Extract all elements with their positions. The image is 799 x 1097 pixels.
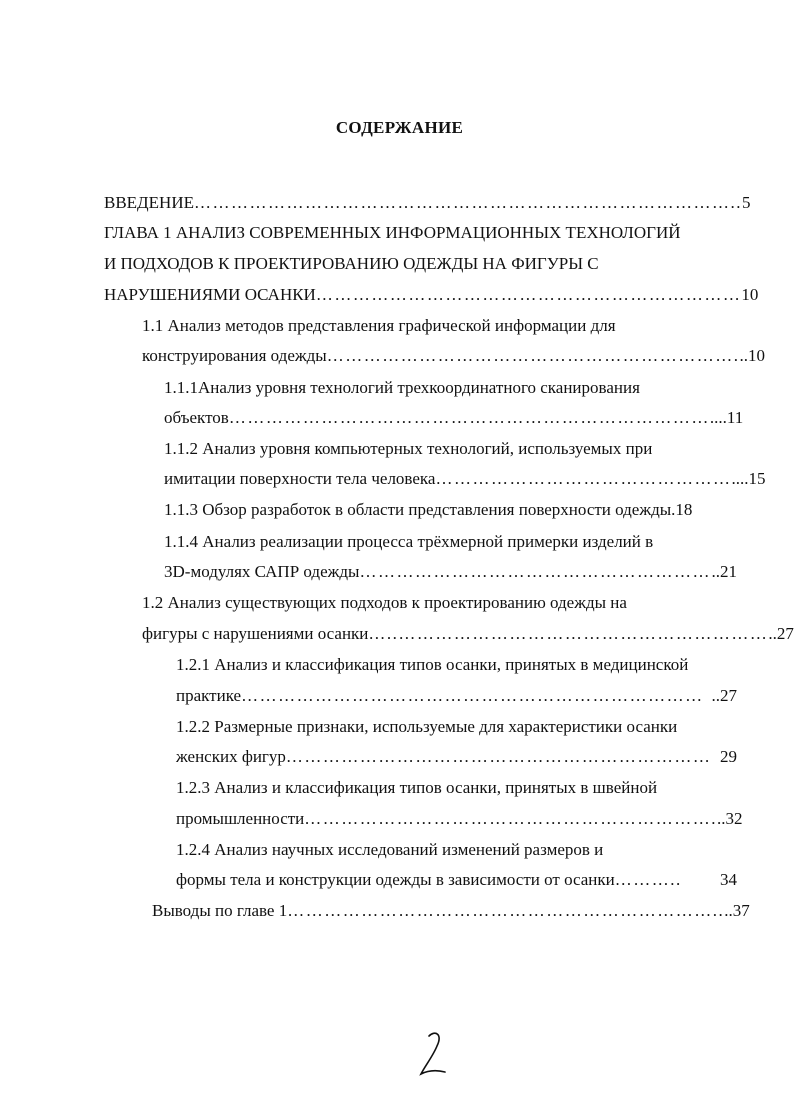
toc-chapter-1-line-1: ГЛАВА 1 АНАЛИЗ СОВРЕМЕННЫХ ИНФОРМАЦИОННЫХ ТЕХНОЛОГИЙ (104, 223, 681, 242)
toc-leader-dots: ……….. (614, 870, 682, 889)
toc-page-number: ..37 (724, 901, 750, 920)
toc-section-1-1-1-line-1: 1.1.1Анализ уровня технологий трехкоординатного сканирования (164, 378, 640, 397)
toc-page-number: 34 (720, 870, 737, 889)
toc-page-number: ....11 (709, 408, 744, 427)
toc-section-1-2-1-line-1: 1.2.1 Анализ и классификация типов осанки, принятых в медицинской (176, 655, 689, 674)
page-title: СОДЕРЖАНИЕ (335, 118, 464, 137)
toc-section-1-2-1-line-2 (176, 685, 737, 707)
toc-section-1-1-3: 1.1.3 Обзор разработок в области представления поверхности одежды.18 (164, 500, 693, 519)
toc-leader-dots: …………………………………………………………. (326, 346, 740, 365)
toc-section-1-1-1-line-2 (164, 407, 744, 429)
toc-leader-dots: …………………………………………………………….. (287, 901, 725, 920)
toc-section-1-2-4-line-1: 1.2.4 Анализ научных исследований изменений размеров и (176, 840, 604, 859)
toc-chapter-1-line-2: И ПОДХОДОВ К ПРОЕКТИРОВАНИЮ ОДЕЖДЫ НА ФИГУРЫ С (104, 254, 599, 273)
toc-section-1-2-2-line-1: 1.2.2 Размерные признаки, используемые для характеристики осанки (176, 717, 678, 736)
toc-page-number: 29 (720, 747, 737, 766)
toc-entry-text: практике (176, 686, 242, 705)
toc-section-1-2-2-line-2 (176, 746, 737, 768)
toc-section-1-1-2-line-1: 1.1.2 Анализ уровня компьютерных технологий, используемых при (164, 439, 653, 458)
toc-section-1-2-3-line-1: 1.2.3 Анализ и классификация типов осанки, принятых в швейной (176, 778, 658, 797)
toc-section-1-1-line-2 (142, 345, 765, 367)
toc-entry-text: 3D-модулях САПР одежды (164, 562, 360, 581)
toc-leader-dots: …………………………………………………………… (315, 285, 742, 304)
toc-entry-text: женских фигур (176, 747, 286, 766)
toc-leader-dots: ………………………………………………… (359, 562, 711, 581)
toc-page-number: ..32 (717, 809, 743, 828)
toc-entry-text: имитации поверхности тела человека (164, 469, 436, 488)
toc-section-1-2-line-2 (142, 623, 794, 645)
toc-leader-dots: ………………………………………………………………… (241, 686, 704, 705)
toc-entry-text: объектов (164, 408, 229, 427)
toc-conclusions-chapter-1 (152, 900, 750, 922)
toc-section-1-2-3-line-2 (176, 808, 743, 830)
toc-page-number: 5 (741, 193, 751, 212)
toc-section-1-2-line-1: 1.2 Анализ существующих подходов к проектированию одежды на (142, 593, 627, 612)
toc-entry-text: конструирования одежды (142, 346, 327, 365)
toc-entry-introduction (104, 192, 751, 214)
toc-page-number: ....15 (731, 469, 766, 488)
toc-entry-text: ВВЕДЕНИЕ (104, 193, 194, 212)
toc-section-1-1-2-line-2 (164, 468, 766, 490)
handwritten-digit-2-icon (421, 1033, 445, 1074)
toc-section-1-1-4-line-1: 1.1.4 Анализ реализации процесса трёхмерной примерки изделий в (164, 532, 654, 551)
toc-section-1-2-4-line-2 (176, 869, 737, 891)
toc-leader-dots: …………………………………………………………. (304, 809, 718, 828)
toc-entry-text: Выводы по главе 1 (152, 901, 288, 920)
toc-chapter-1-line-3 (104, 284, 759, 306)
toc-entry-text: НАРУШЕНИЯМИ ОСАНКИ (104, 285, 316, 304)
toc-leader-dots: …………………………………………………………… (285, 747, 712, 766)
toc-section-1-1-4-line-2 (164, 561, 737, 583)
toc-leader-dots: …………………………………………………………………… (228, 408, 710, 427)
toc-section-1-1-line-1: 1.1 Анализ методов представления графической информации для (142, 316, 616, 335)
toc-entry-text: формы тела и конструкции одежды в зависимости от осанки (176, 870, 615, 889)
toc-page-number: ..10 (739, 346, 765, 365)
toc-leader-dots: …………………………………………………………………………….. (193, 193, 742, 212)
toc-page-number: ..21 (711, 562, 737, 581)
toc-leader-dots: …..…………………………………………………… (368, 624, 769, 643)
toc-entry-text: фигуры с нарушениями осанки (142, 624, 369, 643)
handwritten-page-number (415, 1030, 455, 1080)
toc-entry-text: промышленности (176, 809, 305, 828)
toc-page-number: ..27 (768, 624, 794, 643)
toc-leader-dots: ………………………………………… (435, 469, 732, 488)
toc-page-number: ..27 (711, 686, 737, 705)
toc-page-number: 10 (741, 285, 759, 304)
